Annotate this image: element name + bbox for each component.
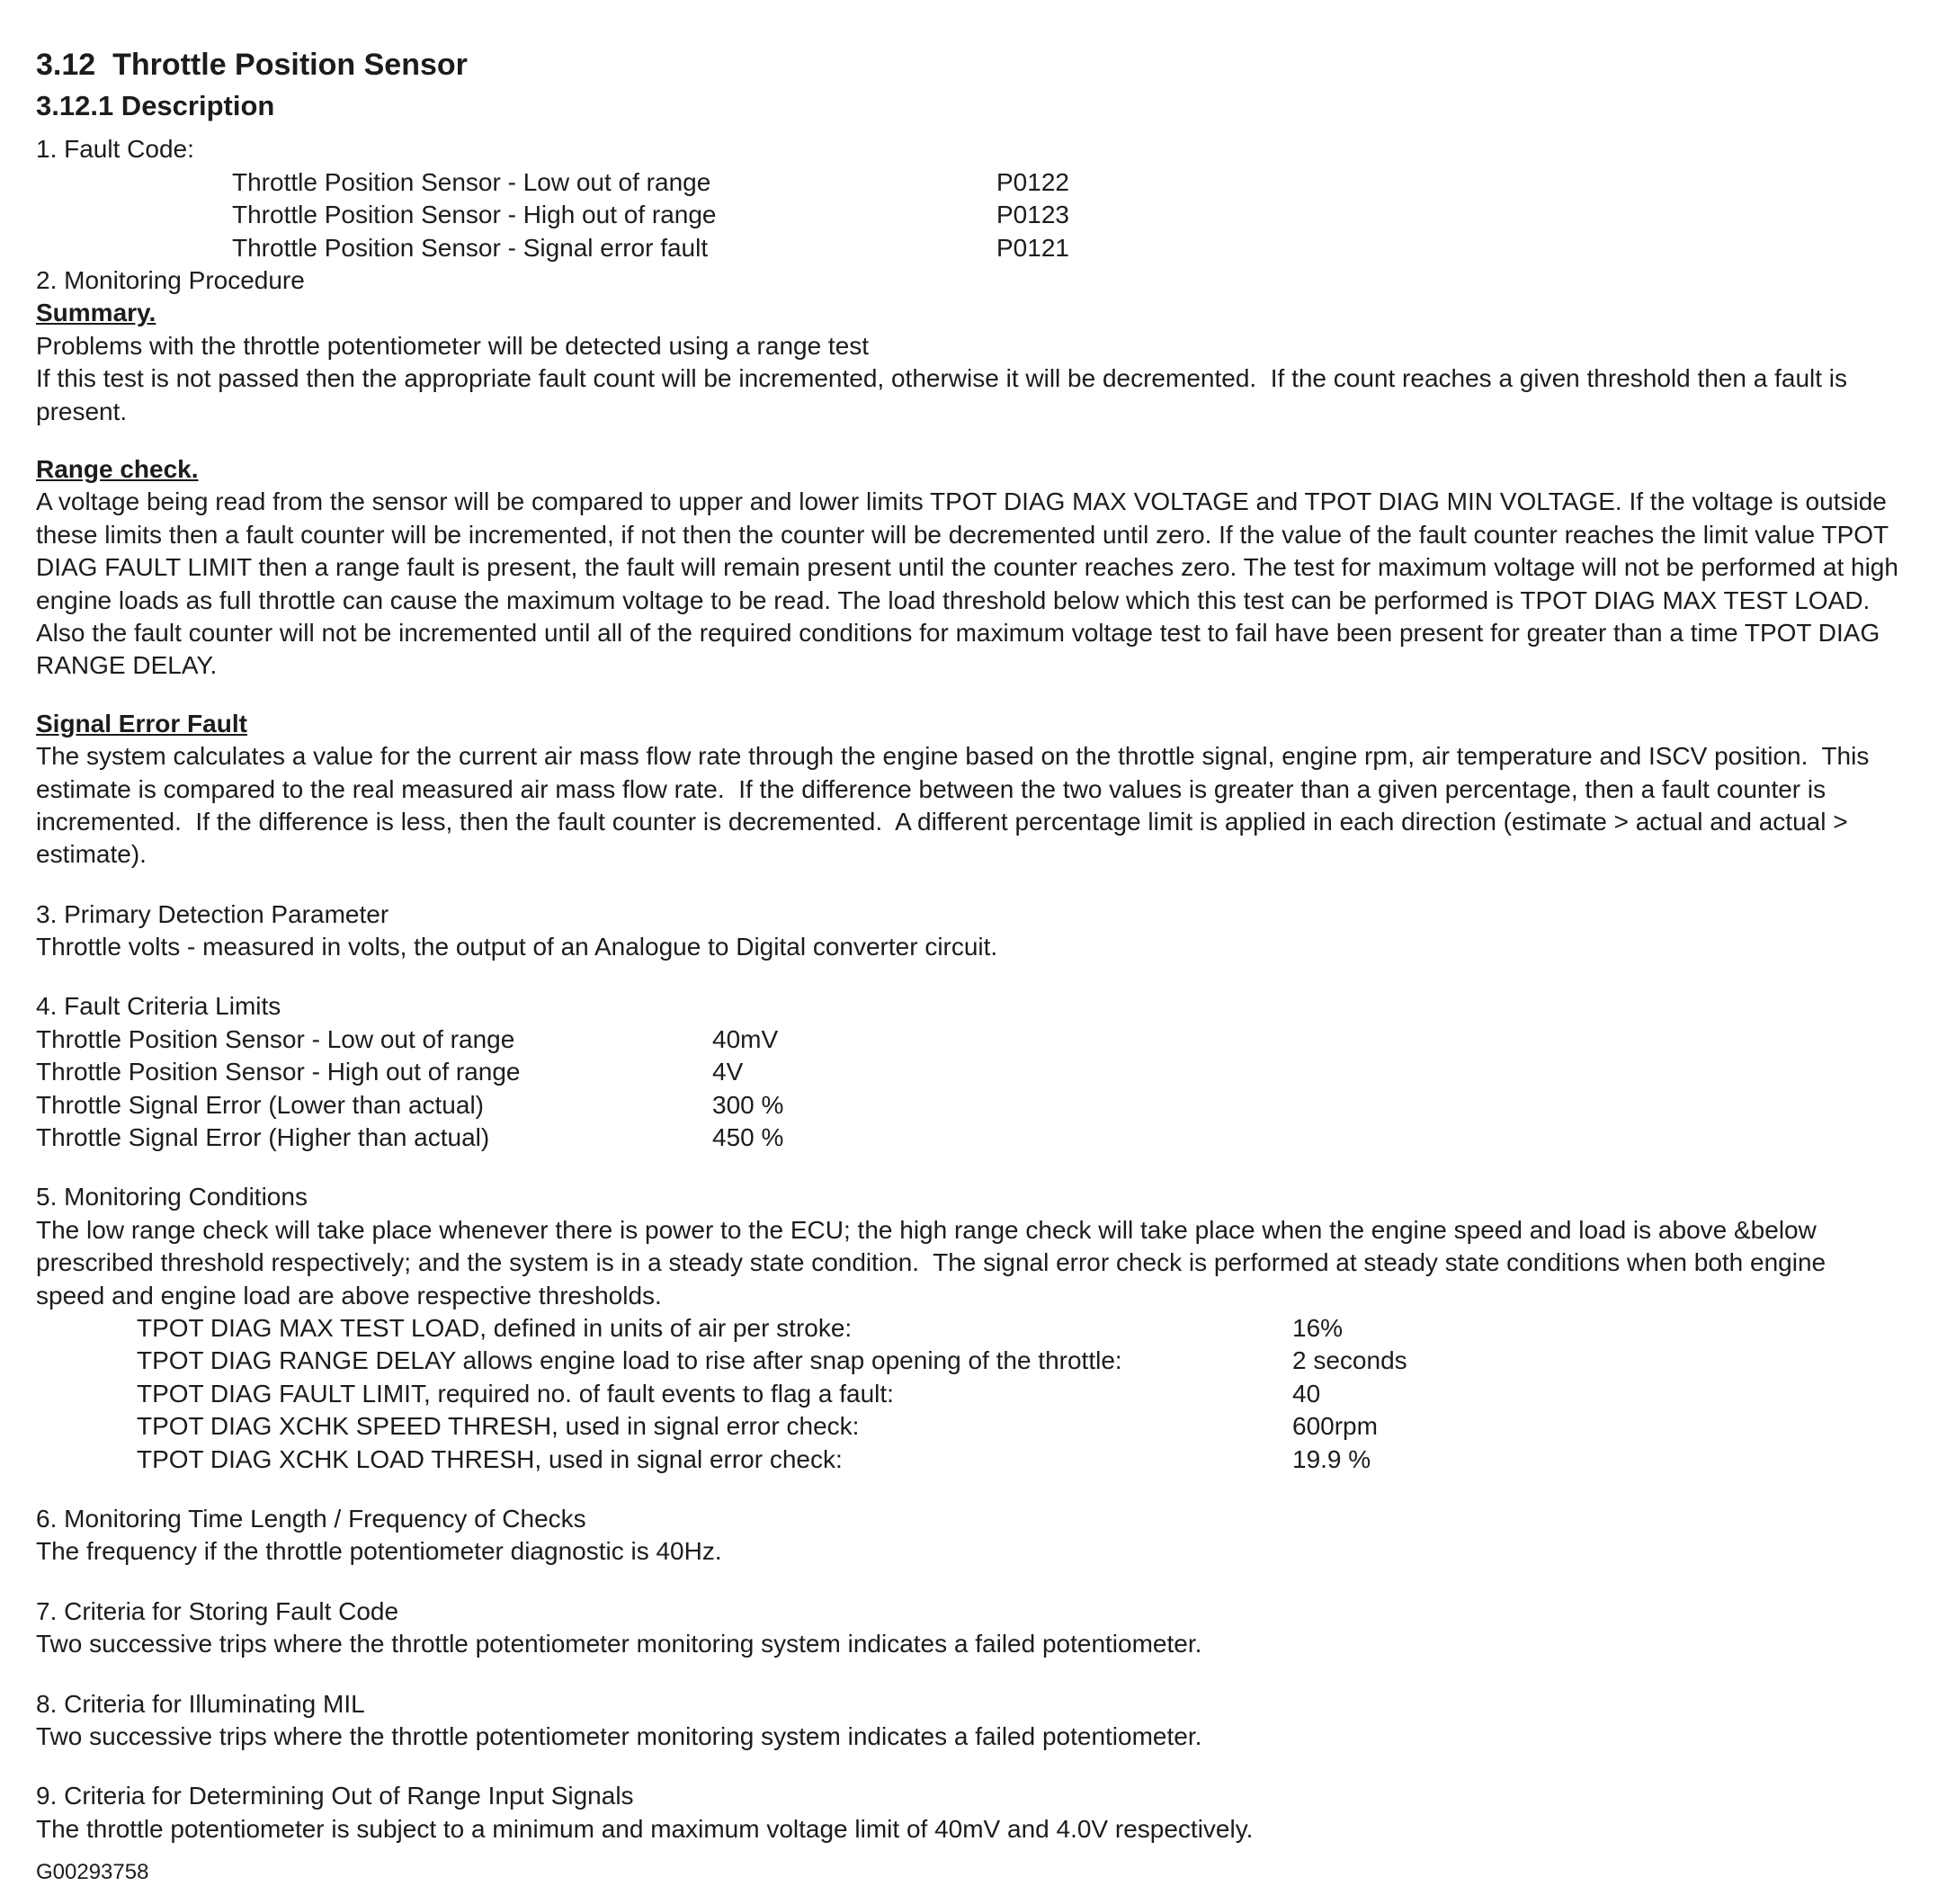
section-paragraph: The throttle potentiometer is subject to a minimum and maximum voltage limit of 40mV and 4.0V respectively. [36, 1814, 1254, 1843]
section-paragraph: The low range check will take place whenever there is power to the ECU; the high range check will take place when the engine speed and load is above &below prescribed threshold respectively; and the system is in a steady state condition. The signal error check is performed at steady state conditions when both engine speed and engine load are above respective thresholds. [36, 1215, 1833, 1310]
condition-row [36, 1312, 1900, 1345]
page-subtitle: 3.12.1 Description [36, 90, 275, 122]
condition-label: TPOT DIAG XCHK SPEED THRESH, used in signal error check: [137, 1412, 860, 1441]
summary-paragraph: Problems with the throttle potentiometer will be detected using a range test [36, 331, 870, 360]
section-fault-criteria [36, 990, 1900, 1154]
section-paragraph: The frequency if the throttle potentiometer diagnostic is 40Hz. [36, 1537, 722, 1566]
range-check-heading: Range check. [36, 455, 199, 483]
condition-row [36, 1345, 1900, 1377]
section-heading: 1. Fault Code: [36, 135, 194, 164]
section-heading: 5. Monitoring Conditions [36, 1183, 308, 1211]
condition-value: 40 [1292, 1379, 1321, 1408]
document-reference-code: G00293758 [36, 1860, 149, 1885]
summary-heading: Summary. [36, 299, 156, 327]
fault-code-row [36, 166, 1900, 199]
criteria-row [36, 1122, 1900, 1154]
section-fault-code [36, 133, 1900, 264]
range-check-block [36, 453, 1906, 683]
section-monitoring-time [36, 1503, 1900, 1569]
criteria-label: Throttle Signal Error (Higher than actual) [36, 1123, 490, 1152]
criteria-row [36, 1089, 1900, 1122]
section-heading: 2. Monitoring Procedure [36, 266, 305, 295]
section-storing-fault-code [36, 1596, 1900, 1661]
section-monitoring-procedure [36, 264, 1906, 872]
signal-error-block [36, 708, 1900, 872]
section-primary-detection [36, 898, 1900, 964]
condition-label: TPOT DIAG XCHK LOAD THRESH, used in signal error check: [137, 1444, 843, 1473]
summary-paragraph: If this test is not passed then the appropriate fault count will be incremented, otherwise it will be decremented. If the count reaches a given threshold then a fault is present. [36, 364, 1854, 425]
condition-value: 19.9 % [1292, 1444, 1371, 1473]
condition-label: TPOT DIAG FAULT LIMIT, required no. of fault events to flag a fault: [137, 1379, 894, 1408]
fault-code-row [36, 232, 1900, 264]
fault-code-value: P0122 [996, 167, 1069, 196]
condition-value: 2 seconds [1292, 1346, 1407, 1375]
criteria-label: Throttle Position Sensor - High out of range [36, 1058, 521, 1086]
criteria-row [36, 1056, 1900, 1088]
criteria-label: Throttle Signal Error (Lower than actual) [36, 1090, 484, 1119]
criteria-value: 4V [712, 1058, 744, 1086]
condition-value: 600rpm [1292, 1412, 1378, 1441]
section-heading: 4. Fault Criteria Limits [36, 992, 281, 1021]
criteria-row [36, 1024, 1900, 1056]
criteria-value: 40mV [712, 1024, 779, 1053]
condition-label: TPOT DIAG RANGE DELAY allows engine load to rise after snap opening of the throttle: [137, 1346, 1122, 1375]
condition-value: 16% [1292, 1313, 1344, 1342]
section-heading: 6. Monitoring Time Length / Frequency of Checks [36, 1504, 586, 1533]
section-paragraph: Two successive trips where the throttle potentiometer monitoring system indicates a failed potentiometer. [36, 1630, 1202, 1658]
signal-error-heading: Signal Error Fault [36, 709, 247, 737]
condition-row [36, 1410, 1900, 1443]
section-out-of-range [36, 1780, 1900, 1846]
section-monitoring-conditions [36, 1181, 1900, 1476]
section-heading: 3. Primary Detection Parameter [36, 899, 389, 928]
section-paragraph: Throttle volts - measured in volts, the output of an Analogue to Digital converter circuit. [36, 933, 998, 961]
condition-row [36, 1444, 1900, 1476]
fault-code-value: P0123 [996, 201, 1069, 229]
fault-code-row [36, 199, 1900, 231]
fault-code-label: Throttle Position Sensor - Low out of range [232, 167, 711, 196]
signal-error-paragraph: The system calculates a value for the current air mass flow rate through the engine based on the throttle signal, engine rpm, air temperature and ISCV position. This estimate is compared to the real measured air mass flow rate. If the difference between the two values is greater than a given percentage, then a fault counter is incremented. If the difference is less, then the fault counter is decremented. A different percentage limit is applied in each direction (estimate > actual and actual > estimate). [36, 742, 1877, 869]
section-heading: 7. Criteria for Storing Fault Code [36, 1596, 399, 1625]
criteria-value: 300 % [712, 1090, 784, 1119]
criteria-label: Throttle Position Sensor - Low out of range [36, 1024, 515, 1053]
condition-row [36, 1378, 1900, 1410]
section-illuminating-mil [36, 1688, 1900, 1754]
section-heading: 9. Criteria for Determining Out of Range Input Signals [36, 1782, 634, 1810]
section-heading: 8. Criteria for Illuminating MIL [36, 1689, 365, 1718]
page-title: 3.12 Throttle Position Sensor [36, 48, 468, 82]
summary-block [36, 297, 1900, 428]
fault-code-value: P0121 [996, 233, 1069, 262]
fault-code-label: Throttle Position Sensor - High out of range [232, 201, 717, 229]
condition-label: TPOT DIAG MAX TEST LOAD, defined in units of air per stroke: [137, 1313, 853, 1342]
section-paragraph: Two successive trips where the throttle potentiometer monitoring system indicates a failed potentiometer. [36, 1721, 1202, 1750]
fault-code-label: Throttle Position Sensor - Signal error fault [232, 233, 709, 262]
criteria-value: 450 % [712, 1123, 784, 1152]
range-check-paragraph: A voltage being read from the sensor will be compared to upper and lower limits TPOT DIAG MAX VOLTAGE and TPOT DIAG MIN VOLTAGE. If the voltage is outside these limits then a fault counter will be incremented, if not then the counter will be decremented until zero. If the value of the fault counter reaches the limit value TPOT DIAG FAULT LIMIT then a range fault is present, the fault will remain present until the counter reaches zero. The test for maximum voltage will not be performed at high engine loads as full throttle can cause the maximum voltage to be read. The load threshold below which this test can be performed is TPOT DIAG MAX TEST LOAD. Also the fault counter will not be incremented until all of the required conditions for maximum voltage test to fail have been present for greater than a time TPOT DIAG RANGE DELAY. [36, 487, 1906, 680]
